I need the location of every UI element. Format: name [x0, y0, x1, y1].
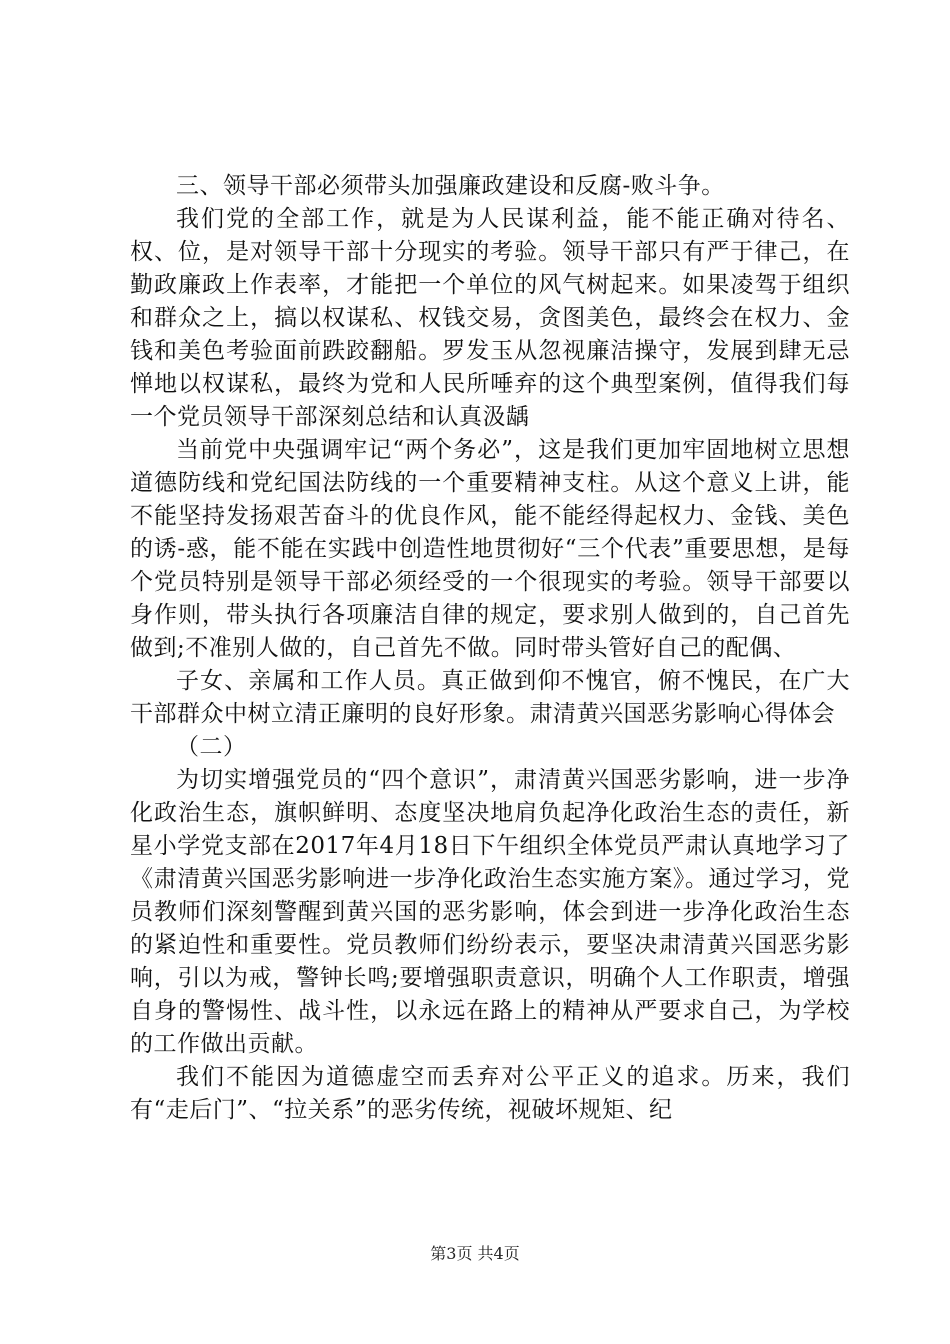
page-footer: 第3页 共4页 — [430, 1244, 520, 1263]
document-body — [130, 170, 850, 1127]
section-heading: 三、领导干部必须带头加强廉政建设和反腐-败斗争。 — [176, 173, 725, 199]
paragraph-5: 我们不能因为道德虚空而丢弃对公平正义的追求。历来，我们有“走后门”、“拉关系”的恶劣传统，视破坏规矩、纪 — [130, 1064, 850, 1123]
paragraph-2: 当前党中央强调牢记“两个务必”，这是我们更加牢固地树立思想道德防线和党纪国法防线的一个重要精神支柱。从这个意义上讲，能不能坚持发扬艰苦奋斗的优良作风，能不能经得起权力、金钱、美色的诱-惑，能不能在实践中创造性地贯彻好“三个代表”重要思想，是每个党员特别是领导干部必须经受的一个很现实的考验。领导干部要以身作则，带头执行各项廉洁自律的规定，要求别人做到的，自己首先做到;不准别人做的，自己首先不做。同时带头管好自己的配偶、 — [130, 437, 850, 661]
paragraph-3: 子女、亲属和工作人员。真正做到仰不愧官，俯不愧民，在广大干部群众中树立清正廉明的良好形象。肃清黄兴国恶劣影响心得体会 — [130, 668, 850, 727]
subsection-marker: （二） — [176, 734, 247, 760]
paragraph-1: 我们党的全部工作，就是为人民谋利益，能不能正确对待名、权、位，是对领导干部十分现实的考验。领导干部只有严于律己，在勤政廉政上作表率，才能把一个单位的风气树起来。如果凌驾于组织和群众之上，搞以权谋私、权钱交易，贪图美色，最终会在权力、金钱和美色考验面前跌跤翻船。罗发玉从忽视廉洁操守，发展到肆无忌惮地以权谋私，最终为党和人民所唾弃的这个典型案例，值得我们每一个党员领导干部深刻总结和认真汲龋 — [130, 206, 850, 430]
paragraph-4: 为切实增强党员的“四个意识”，肃清黄兴国恶劣影响，进一步净化政治生态，旗帜鲜明、态度坚决地肩负起净化政治生态的责任，新星小学党支部在2017年4月18日下午组织全体党员严肃认真地学习了《肃清黄兴国恶劣影响进一步净化政治生态实施方案》。通过学习，党员教师们深刻警醒到黄兴国的恶劣影响，体会到进一步净化政治生态的紧迫性和重要性。党员教师们纷纷表示，要坚决肃清黄兴国恶劣影响，引以为戒，警钟长鸣;要增强职责意识，明确个人工作职责，增强自身的警惕性、战斗性，以永远在路上的精神从严要求自己，为学校的工作做出贡献。 — [130, 767, 850, 1057]
